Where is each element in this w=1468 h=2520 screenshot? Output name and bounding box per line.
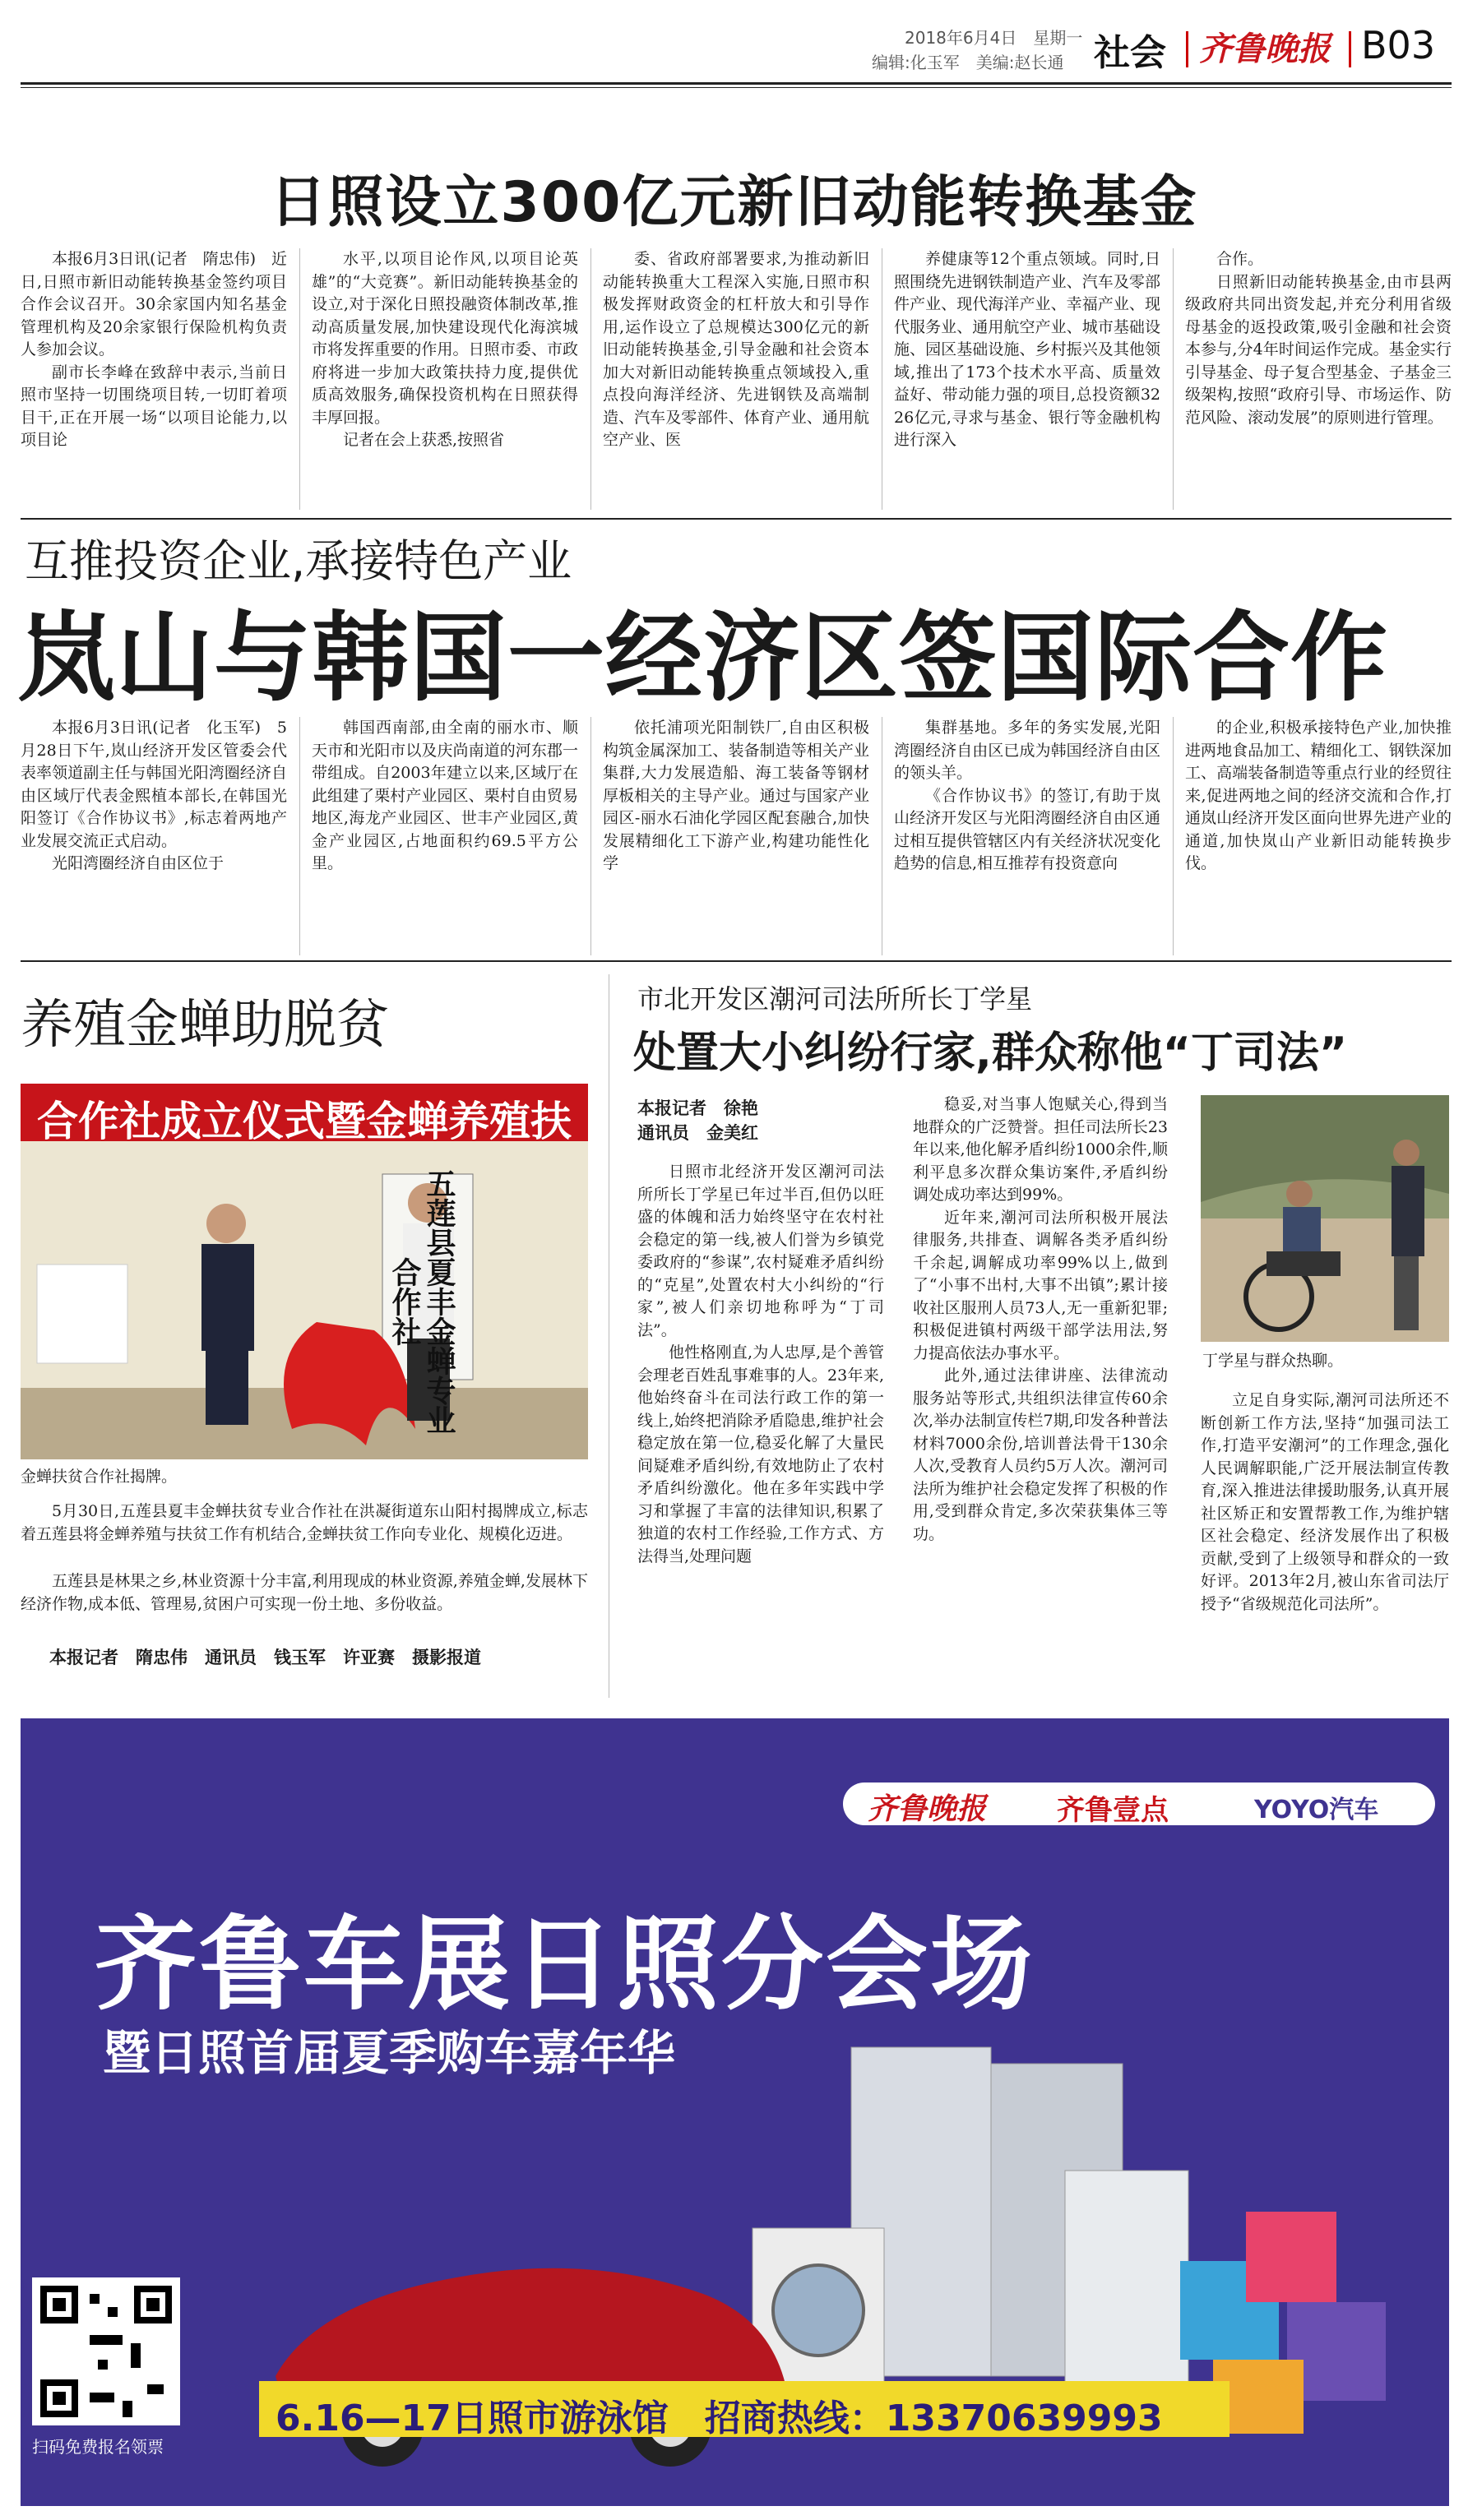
article4-byline2: 通讯员 金美红 [637,1123,758,1143]
article2-col-2 [312,717,578,955]
article4-byline1: 本报记者 徐艳 [637,1098,758,1118]
paragraph: 日照新旧动能转换基金,由市县两级政府共同出资发起,并充分利用省级母基金的返投政策,吸引金融和社会资本参与,分4年时间运作完成。基金实行引导基金、母子复合型基金、子基金三级架构,按照“政府引导、市场运作、防范风险、滚动发展”的原则进行管理。 [1185,272,1452,427]
masthead-rule [21,82,1452,85]
paragraph: 的企业,积极承接特色产业,加快推进两地食品加工、精细化工、钢铁深加工、高端装备制造等重点行业的经贸往来,促进两地之间的经济交流和合作,打通岚山经济开发区面向世界先进产业的通道,加快岚山产业新旧动能转换步伐。 [1185,719,1452,872]
paragraph: 养健康等12个重点领域。同时,日照围绕先进钢铁制造产业、汽车及零部件产业、现代海洋产业、幸福产业、现代服务业、通用航空产业、城市基础设施、园区基础设施、乡村振兴及其他领域,推出了173个技术水平高、质量效益好、带动能力强的项目,总投资额3226亿元,寻求与基金、银行等金融机构进行深入 [894,250,1160,449]
masthead-rule-thin [21,87,1452,88]
photo-sign-text: 五莲县夏丰金蝉专业合作社 [387,1168,456,1435]
column-divider [299,717,300,955]
paragraph: 合作。 [1216,250,1264,268]
article2-col-4 [894,717,1160,955]
article2-headline: 岚山与韩国一经济区签国际合作 [18,601,1389,714]
article4-col2 [913,1094,1168,1698]
article1-col-5 [1185,248,1452,510]
article4-photo-caption: 丁学星与群众热聊。 [1202,1352,1344,1370]
article4-photo [1201,1095,1449,1342]
paragraph: 依托浦项光阳制铁厂,自由区积极构筑金属深加工、装备制造等相关产业集群,大力发展造船、海工装备等钢材厚板相关的主导产业。通过与国家产业园区-丽水石油化学园区配套融合,加快发展精细化工下游产业,构建功能性化学 [603,719,869,872]
article1-headline: 日照设立300亿元新旧动能转换基金 [270,170,1198,235]
paragraph: 立足自身实际,潮河司法所还不断创新工作方法,坚持“加强司法工作,打造平安潮河”的工作理念,强化人民调解职能,广泛开展法制宣传教育,深入推进法律援助服务,认真开展社区矫正和安置帮教工作,为维护辖区社会稳定、经济发展作出了积极贡献,受到了上级领导和群众的一致好评。2013年2月,被山东省司法厅授予“省级规范化司法所”。 [1201,1391,1449,1613]
article3-para1: 5月30日,五莲县夏丰金蝉扶贫专业合作社在洪凝街道东山阳村揭牌成立,标志着五莲县将金蝉养殖与扶贫工作有机结合,金蝉扶贫工作向专业化、规模化迈进。 [21,1502,588,1543]
article1-col-4 [894,248,1160,510]
article2-col-1 [21,717,287,955]
paragraph: 《合作协议书》的签订,有助于岚山经济开发区与光阳湾圈经济自由区通过相互提供管辖区内有关经济状况变化趋势的信息,相互推荐有投资意向 [894,786,1160,872]
article4-col1 [637,1161,884,1695]
ad-logo-1: 齐鲁晚报 [868,1792,987,1826]
paragraph: 光阳湾圈经济自由区位于 [52,854,225,872]
article1-col-1 [21,248,287,510]
paragraph: 副市长李峰在致辞中表示,当前日照市坚持一切围绕项目转,一切盯着项目干,正在开展一场“以项目论能力,以项目论 [21,363,287,449]
interview-photo [1201,1095,1449,1342]
article2-kicker: 互推投资企业,承接特色产业 [25,535,572,587]
column-divider [590,717,591,955]
article3-photo [21,1084,588,1459]
article1-col-2 [312,248,578,510]
column-divider [590,248,591,510]
article3-byline: 本报记者 隋忠伟 通讯员 钱玉军 许亚赛 摄影报道 [49,1648,481,1667]
column-divider [1173,248,1174,510]
qr-code-icon [32,2277,180,2425]
paragraph: 他性格刚直,为人忠厚,是个善管会理老百姓乱事难事的人。23年来,他始终奋斗在司法行政工作的第一线上,始终把消除矛盾隐患,维护社会稳定放在第一位,稳妥化解了大量民间疑难矛盾纠纷,有效地防止了农村矛盾纠纷激化。他在多年实践中学习和掌握了丰富的法律知识,积累了独道的农村工作经验,工作方式、方法得当,处理问题 [637,1343,884,1565]
ad-logo-2: 齐鲁壹点 [1057,1794,1169,1827]
paragraph: 集群基地。多年的务实发展,光阳湾圈经济自由区已成为韩国经济自由区的领头羊。 [894,719,1160,782]
paragraph: 近年来,潮河司法所积极开展法律服务,共排查、调解各类矛盾纠纷千余起,调解成功率99%以上,做到了“小事不出村,大事不出镇”;累计接收社区服刑人员73人,无一重新犯罪;积极促进镇村两级干部学法用法,努力提高依法办事水平。 [913,1208,1168,1362]
paragraph: 稳妥,对当事人饱赋关心,得到当地群众的广泛赞誉。担任司法所长23年以来,他化解矛盾纠纷1000余件,顺利平息多次群众集访案件,矛盾纠纷调处成功率达到99%。 [913,1095,1168,1204]
column-divider [1173,717,1174,955]
section-title: 社会 [1094,32,1166,74]
paragraph: 本报6月3日讯(记者 化玉军) 5月28日下午,岚山经济开发区管委会代表率领道副主任与韩国光阳湾圈经济自由区域厅代表金熙植本部长,在韩国光阳签订《合作协议书》,标志着两地产业发展交流正式启动。 [21,719,287,850]
ad-logo-3: YOYO汽车 [1254,1796,1379,1824]
paragraph: 此外,通过法律讲座、法律流动服务站等形式,共组织法律宣传60余次,举办法制宣传栏7期,印发各种普法材料7000余份,培训普法骨干130余人次,受教育人员约5万人次。潮河司法所为维护社会稳定发挥了积极的作用,受到群众肯定,多次荣获集体三等功。 [913,1366,1168,1543]
paragraph: 日照市北经济开发区潮河司法所所长丁学星已年过半百,但仍以旺盛的体魄和活力始终坚守在农村社会稳定的第一线,被人们誉为乡镇党委政府的“参谋”,农村疑难矛盾纠纷的“克星”,处置农村大小纠纷的“行家”,被人们亲切地称呼为“丁司法”。 [637,1163,884,1339]
column-divider [299,248,300,510]
article3-caption: 金蝉扶贫合作社揭牌。 [21,1468,178,1486]
ad-title: 齐鲁车展日照分会场 [95,1906,1035,2024]
ad-subtitle: 暨日照首届夏季购车嘉年华 [103,2025,676,2081]
article2-col-5 [1185,717,1452,955]
article4-kicker: 市北开发区潮河司法所所长丁学星 [637,983,1033,1015]
paragraph: 本报6月3日讯(记者 隋忠伟) 近日,日照市新旧动能转换基金签约项目合作会议召开。30余家国内知名基金管理机构及20余家银行保险机构负责人参加会议。 [21,250,287,358]
paragraph: 记者在会上获悉,按照省 [343,431,505,449]
qr-code[interactable] [32,2277,180,2425]
article4-headline: 处置大小纠纷行家,群众称他“丁司法” [633,1029,1348,1078]
masthead-date: 2018年6月4日 星期一 [905,28,1083,48]
article2-col-3 [603,717,869,955]
article4-col3 [1201,1389,1449,1698]
ad-footer-text: 6.16—17日照市游泳馆 招商热线：13370639993 [276,2397,1163,2439]
article3-para2: 五莲县是林果之乡,林业资源十分丰富,利用现成的林业资源,养殖金蝉,发展林下经济作物,成本低、管理易,贫困户可实现一份土地、多份收益。 [21,1572,588,1613]
article3-headline: 养殖金蝉助脱贫 [21,995,389,1056]
paragraph: 水平,以项目论作风,以项目论英雄”的“大竞赛”。新旧动能转换基金的设立,对于深化日照投融资体制改革,推动高质量发展,加快建设现代化海滨城市将发挥重要的作用。日照市委、市政府将进一步加大政策扶持力度,提供优质高效服务,确保投资机构在日照获得丰厚回报。 [312,250,578,427]
brand-logo: 齐鲁晚报 [1199,30,1331,68]
qr-caption: 扫码免费报名领票 [32,2437,164,2457]
page-number: B03 [1361,23,1436,67]
photo-banner-text: 合作社成立仪式暨金蝉养殖扶 [37,1098,572,1145]
masthead-divider [1186,31,1188,67]
paragraph: 委、省政府部署要求,为推动新旧动能转换重大工程深入实施,日照市积极发挥财政资金的杠杆放大和引导作用,运作设立了总规模达300亿元的新旧动能转换基金,引导金融和社会资本加大对新旧动能转换重点领域投入,重点投向海洋经济、先进钢铁及高端制造、汽车及零部件、体育产业、通用航空产业、医 [603,250,869,449]
article1-col-3 [603,248,869,510]
article2-rule [21,960,1452,962]
ad-panel [21,1718,1449,2506]
masthead-divider2 [1349,31,1351,67]
article1-rule [21,518,1452,520]
masthead-editors: 编辑:化玉军 美编:赵长通 [872,53,1064,72]
paragraph: 韩国西南部,由全南的丽水市、顺天市和光阳市以及庆尚南道的河东郡一带组成。自2003年建立以来,区域厅在此组建了栗村产业园区、栗村自由贸易地区,海龙产业园区、世丰产业园区,黄金产业园区,占地面积约69.5平方公里。 [312,719,578,872]
